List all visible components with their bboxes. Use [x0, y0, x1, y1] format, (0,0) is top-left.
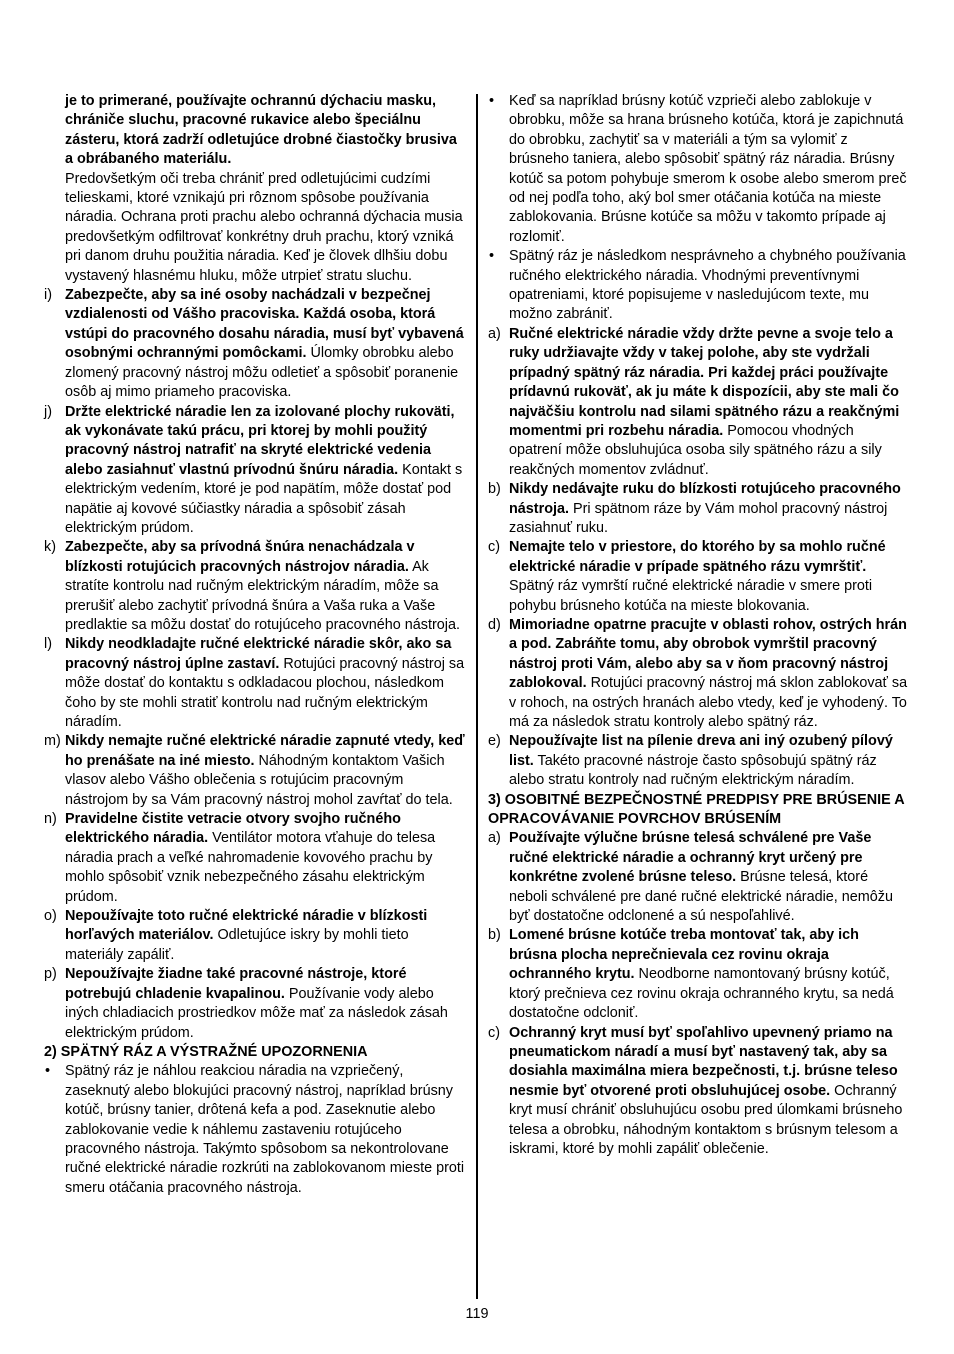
item-marker: m) [44, 733, 61, 750]
list-item [44, 732, 468, 810]
bold-text: je to primerané, používajte ochrannú dýchaciu masku, chrániče sluchu, pracovné rukavice alebo špeciálnu zásteru, ktorá zadrží odletujúce drobné čiastočky brusiva a obrábaného materiálu. [65, 93, 457, 168]
bold-text: Pravidelne čistite vetracie otvory svojho ručného elektrického náradia. [65, 811, 401, 847]
bold-text: Držte elektrické náradie len za izolované plochy rukoväti, ak vykonávate takú prácu, pri ktorej by mohli použitý pracovný nástroj natrafiť na skryté elektrické vedenia alebo zasiahnuť vlastnú prívodnú šnúru náradia. [65, 403, 455, 478]
page-number: 119 [465, 1306, 489, 1322]
body-text: Kontakt s elektrickým vedením, ktoré je pod napätím, môže dostať pod napätie aj kovové súčiastky náradia a spôsobiť zásah elektrickým prúdom. [65, 461, 463, 536]
bold-text: Zabezpečte, aby sa iné osoby nachádzali v bezpečnej vzdialenosti od Vášho pracoviska. Každá osoba, ktorá vstúpi do pracovného dosahu náradia, musí byť vybavená osobnými ochrannými pomôckami. [65, 287, 464, 362]
body-text: Používanie vody alebo iných chladiacich prostriedkov môže mať za následok zásah elektrickým prúdom. [65, 985, 448, 1041]
bold-text: Lomené brúsne kotúče treba montovať tak, aby ich brúsna plocha neprečnievala cez rovinu okraja ochranného krytu. [509, 927, 859, 983]
bold-text: Používajte výlučne brúsne telesá schválené pre Vaše ručné elektrické náradie a ochranný kryt určený pre konkrétne zvolené brúsne teleso. [509, 830, 872, 886]
body-text: Keď sa napríklad brúsny kotúč vzprieči alebo zablokuje v obrobku, môže sa hrana brúsneho kotúča, ktorá je zapichnutá do obrobku, zachytiť sa v materiáli a tým sa vylomiť z brúsneho taniera, alebo spôsobiť spätný ráz náradia. Brúsny kotúč sa potom pohybuje smerom k osobe alebo smerom preč od nej podľa toho, aký bol smer otáčania kotúča na mieste zablokovania. Brúsne kotúče sa môžu v takomto prípade aj rozlomiť. [509, 93, 907, 245]
list-item [488, 616, 908, 732]
item-marker: i) [44, 287, 52, 304]
bold-text: Ručné elektrické náradie vždy držte pevne a svoje telo a ruky udržiavajte vždy v takej polohe, aby ste vydržali prípadný spätný ráz náradia. Pri každej práci používajte prídavnú rukoväť, ak ju máte k dispozícii, aby ste mali čo najväčšiu kontrolu nad silami spätného rázu a reakčnými momentmi pri rozbehu náradia. [509, 325, 900, 439]
bullet-item [488, 92, 908, 247]
body-text: Rotujúci pracovný nástroj má sklon zablokovať sa v rohoch, na ostrých hranách alebo vtedy, keď je vyhodený. To má za následok stratu kontroly alebo spätný ráz. [509, 675, 908, 730]
item-marker: o) [44, 908, 57, 925]
list-item [488, 829, 908, 926]
section-heading: 2) SPÄTNÝ RÁZ A VÝSTRAŽNÉ UPOZORNENIA [44, 1043, 368, 1060]
bullet-item [44, 1062, 468, 1198]
body-text: Takéto pracovné nástroje často spôsobujú spätný ráz alebo stratu kontroly nad ručným elektrickým náradím. [509, 752, 877, 789]
body-text: Predovšetkým oči treba chrániť pred odletujúcimi cudzími telieskami, ktoré vznikajú pri rôznom spôsobe používania náradia. Ochrana proti prachu alebo ochranná dýchacia musia predovšetkým odfiltrovať konkrétny druh prachu, ktorý vzniká pri danom druhu použitia náradia. Keď je človek dlhšiu dobu vystavený hlasnému hluku, môže utrpieť stratu sluchu. [65, 170, 463, 284]
body-text: Ochranný kryt musí chrániť obsluhujúcu osobu pred úlomkami brúsneho telesa a obrobku, náhodným kontaktom s brúsnym telesom a iskrami, ktoré by mohli zapáliť oblečenie. [509, 1082, 903, 1157]
bullet-marker: • [489, 248, 495, 265]
bold-text: Nikdy nedávajte ruku do blízkosti rotujúceho pracovného nástroja. [509, 481, 901, 517]
item-marker: j) [44, 403, 52, 420]
list-item [44, 286, 468, 402]
column-divider [476, 94, 478, 1299]
body-text: Spätný ráz je následkom nesprávneho a chybného používania ručného elektrického náradia. Vhodnými preventívnymi opatreniami, ktoré popisujeme v nasledujúcom texte, mu možno zabrániť. [509, 248, 906, 323]
right-column [488, 92, 908, 1159]
bullet-marker: • [45, 1063, 51, 1080]
body-text: Ventilátor motora vťahuje do telesa náradia prach a veľké nahromadenie kovového prachu by mohlo spôsobiť vznik nebezpečného zásahu elektrickým prúdom. [65, 830, 436, 905]
body-text: Spätný ráz vymrští ručné elektrické náradie v smere proti pohybu brúsneho kotúča na mieste blokovania. [509, 578, 873, 614]
body-text: Spätný ráz je náhlou reakciou náradia na vzpriečený, zaseknutý alebo blokujúci pracovný nástroj, napríklad brúsny kotúč, brúsny tanier, drôtená kefa a pod. Zaseknutie alebo zablokovanie vedie k náhlemu zastaveniu rotujúceho pracovného nástroja. Takýmto spôsobom sa nekontrolovane ručné elektrické náradie rozkrúti na zablokovanom mieste proti smeru otáčania pracovného nástroja. [65, 1063, 465, 1196]
item-marker: p) [44, 966, 57, 983]
continued-paragraph [44, 92, 468, 286]
item-marker: b) [488, 927, 501, 944]
body-text: Ak stratíte kontrolu nad ručným elektrickým náradím, môže sa prerušiť alebo zachytiť prívodná šnúra a Vaša ruka a Vaše predlaktie sa môžu dostať do rotujúceho pracovného nástroja. [65, 558, 460, 633]
list-item [44, 965, 468, 1043]
list-item [488, 480, 908, 538]
bold-text: Mimoriadne opatrne pracujte v oblasti rohov, ostrých hrán a pod. Zabráňte tomu, aby obrobok vymrštil pracovný nástroj proti Vám, alebo aby sa v ňom pracovný nástroj zablokoval. [509, 616, 907, 692]
item-marker: l) [44, 636, 52, 653]
body-text: Odletujúce iskry by mohli tieto materiály zapáliť. [65, 927, 409, 963]
item-marker: a) [488, 830, 501, 847]
item-marker: n) [44, 811, 57, 828]
list-item [488, 325, 908, 480]
bold-text: Nikdy neodkladajte ručné elektrické náradie skôr, ako sa pracovný nástroj úplne zastaví. [65, 636, 452, 672]
body-text: Brúsne telesá, ktoré neboli schválené pre dané ručné elektrické náradie, nemôžu byť dostatočne odclonené a sú nespoľahlivé. [509, 869, 893, 925]
section-heading: 3) OSOBITNÉ BEZPEČNOSTNÉ PREDPISY PRE BRÚSENIE A OPRACOVÁVANIE POVRCHOV BRÚSENÍM [488, 791, 905, 828]
list-item [488, 538, 908, 616]
body-text: Úlomky obrobku alebo zlomený pracovný nástroj môžu odletieť a spôsobiť poranenie osôb aj mimo priameho pracoviska. [65, 345, 459, 401]
item-marker: e) [488, 733, 501, 750]
body-text: Pri spätnom ráze by Vám mohol pracovný nástroj zasiahnuť ruku. [509, 500, 888, 536]
list-item [488, 1024, 908, 1160]
bold-text: Nepoužívajte toto ručné elektrické náradie v blízkosti horľavých materiálov. [65, 908, 428, 944]
bold-text: Nepoužívajte žiadne také pracovné nástroje, ktoré potrebujú chladenie kvapalinou. [65, 966, 407, 1002]
body-text: Neodborne namontovaný brúsny kotúč, ktorý prečnieva cez rovinu okraja ochranného krytu, sa nedá dostatočne odcloniť. [509, 966, 894, 1022]
bold-text: Zabezpečte, aby sa prívodná šnúra nenachádzala v blízkosti rotujúcich pracovných nástrojov náradia. [65, 539, 415, 575]
bullet-item [488, 247, 908, 325]
bold-text: Nikdy nemajte ručné elektrické náradie zapnuté vtedy, keď ho prenášate na iné miesto. [65, 733, 465, 769]
list-item [44, 635, 468, 732]
item-marker: b) [488, 481, 501, 498]
item-marker: c) [488, 539, 500, 556]
body-text: Rotujúci pracovný nástroj sa môže dostať do kontaktu s odkladacou plochou, následkom čoho by ste mohli stratiť kontrolu nad ručným elektrickým náradím. [65, 655, 465, 730]
list-item [488, 926, 908, 1023]
list-item [44, 403, 468, 539]
item-marker: a) [488, 325, 501, 342]
list-item [44, 907, 468, 965]
bullet-marker: • [489, 93, 495, 109]
bold-text: Ochranný kryt musí byť spoľahlivo upevnený priamo na pneumatickom náradí a musí byť nastavený tak, aby sa dosiahla maximálna miera bezpečnosti, t.j. brúsne teleso nesmie byť otvorené proti obsluhujúcej osobe. [509, 1024, 898, 1099]
bold-text: Nepoužívajte list na pílenie dreva ani iný ozubený pílový list. [509, 733, 893, 769]
list-item [488, 732, 908, 790]
list-item [44, 538, 468, 635]
item-marker: k) [44, 539, 56, 556]
left-column [44, 92, 468, 1198]
body-text: Pomocou vhodných opatrení môže obsluhujúca osoba sily spätného rázu a sily reakčných momentov zvládnuť. [509, 422, 882, 478]
item-marker: c) [488, 1024, 500, 1041]
body-text: Náhodným kontaktom Vašich vlasov alebo Vášho oblečenia s rotujúcim pracovným nástrojom by sa Vám pracovný nástroj mohol zavŕtať do tela. [65, 752, 453, 808]
bold-text: Nemajte telo v priestore, do ktorého by sa mohlo ručné elektrické náradie v prípade spätného rázu vymrštiť. [509, 539, 886, 575]
list-item [44, 810, 468, 907]
item-marker: d) [488, 616, 501, 633]
